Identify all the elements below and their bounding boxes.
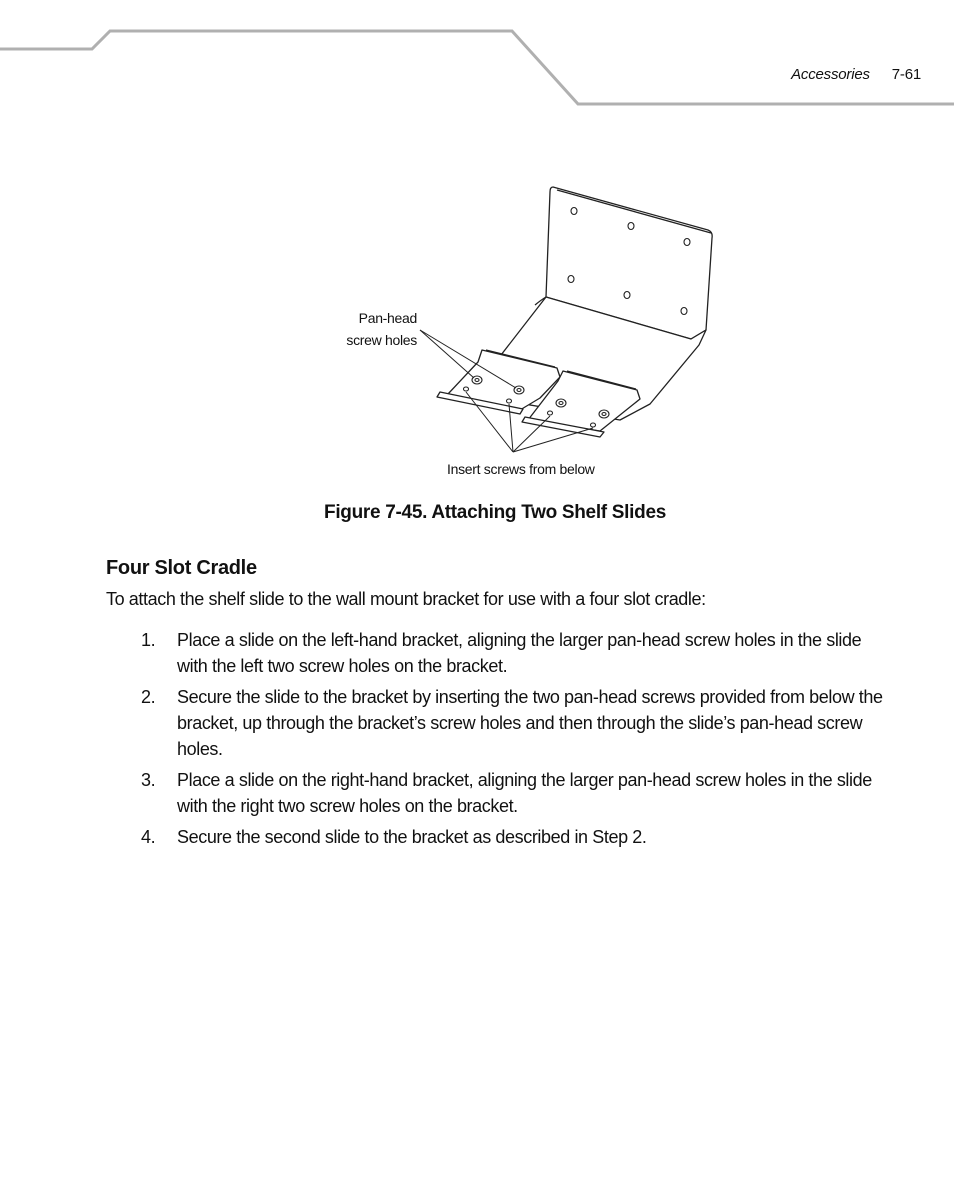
steps-list [106, 627, 896, 855]
step-number: 2. [141, 687, 156, 707]
intro-paragraph: To attach the shelf slide to the wall mount bracket for use with a four slot cradle: [106, 589, 706, 609]
step-text: Secure the second slide to the bracket as described in Step 2. [177, 827, 647, 847]
step-item [106, 684, 896, 762]
running-head-section: Accessories [791, 66, 870, 83]
page-number: 7-61 [891, 66, 921, 83]
step-text: Place a slide on the right-hand bracket, aligning the larger pan-head screw holes in the slide with the right two screw holes on the bracket. [177, 770, 872, 816]
section-heading: Four Slot Cradle [106, 557, 257, 579]
step-item [106, 627, 896, 679]
step-number: 3. [141, 770, 156, 790]
step-number: 4. [141, 827, 156, 847]
callout-pan-head-line1: Pan-head [358, 310, 417, 326]
callout-pan-head-screw-holes [346, 307, 417, 351]
step-text: Secure the slide to the bracket by inserting the two pan-head screws provided from below the bracket, up through the bracket’s screw holes and then through the slide’s pan-head screw holes. [177, 687, 883, 759]
step-item [106, 767, 896, 819]
step-item [106, 824, 896, 850]
step-text: Place a slide on the left-hand bracket, aligning the larger pan-head screw holes in the slide with the left two screw holes on the bracket. [177, 630, 862, 676]
callout-insert-screws: Insert screws from below [447, 461, 595, 477]
figure-caption: Figure 7-45. Attaching Two Shelf Slides [324, 502, 666, 523]
running-head [791, 66, 921, 83]
step-number: 1. [141, 630, 156, 650]
header-rule [0, 0, 954, 110]
callout-pan-head-line2: screw holes [346, 332, 417, 348]
